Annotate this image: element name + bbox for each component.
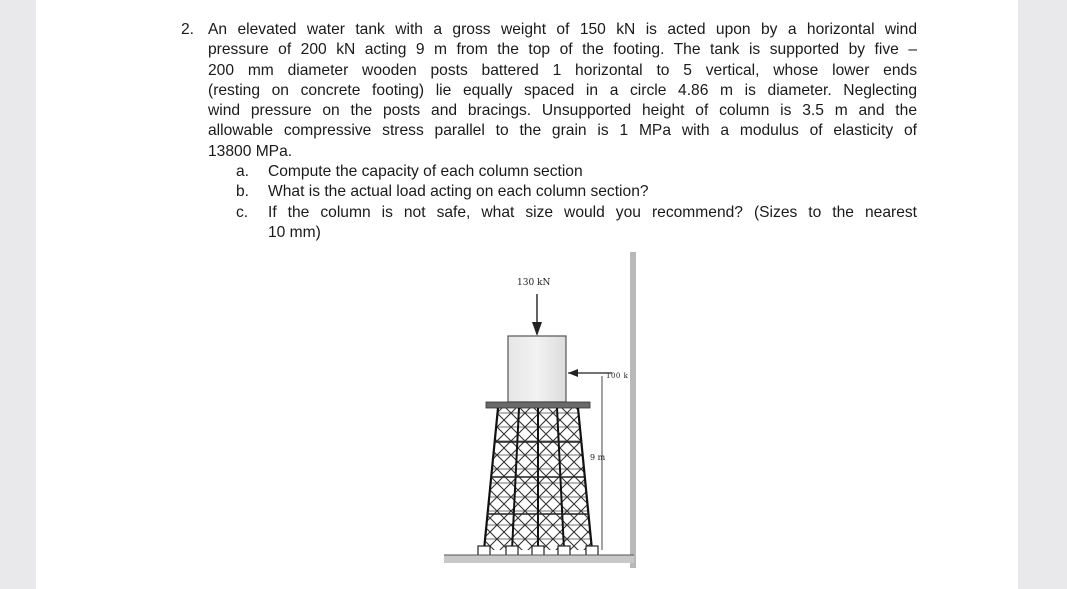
water-tank-figure xyxy=(406,252,636,572)
subitem-text: What is the actual load acting on each column section? xyxy=(268,183,649,201)
tank-body xyxy=(508,336,566,402)
load-label: 130 kN xyxy=(517,278,551,288)
subitem-text: Compute the capacity of each column section xyxy=(268,163,583,181)
wind-arrow-head xyxy=(568,369,578,377)
statement-line-2: pressure of 200 kN acting 9 m from the top of the footing. The tank is supported by five – xyxy=(208,41,917,59)
statement-line-5: wind pressure on the posts and bracings. Unsupported height of column is 3.5 m and the xyxy=(208,102,917,120)
wall-strip xyxy=(630,252,636,568)
subitem-text-continued: 10 mm) xyxy=(268,223,321,241)
problem-2 xyxy=(181,20,917,243)
statement-line-3: 200 mm diameter wooden posts battered 1 horizontal to 5 vertical, whose lower ends xyxy=(208,61,917,79)
problem-number: 2. xyxy=(181,21,195,38)
subitem-list xyxy=(236,162,917,243)
statement-line-7: 13800 MPa. xyxy=(208,142,293,160)
load-arrow-head xyxy=(532,322,542,336)
subitem-a xyxy=(236,162,917,182)
ground-line xyxy=(444,555,634,563)
statement-line-4: (resting on concrete footing) lie equally spaced in a circle 4.86 m is diameter. Neglecting xyxy=(208,81,917,99)
subitem-letter: b. xyxy=(236,183,250,201)
subitem-text: If the column is not safe, what size would you recommend? (Sizes to the nearest xyxy=(268,203,917,221)
height-label: 9 m xyxy=(590,453,606,462)
tank-platform xyxy=(486,402,590,408)
subitem-letter: a. xyxy=(236,163,250,181)
subitem-c xyxy=(236,203,917,244)
tank-diagram xyxy=(406,252,636,572)
subitem-letter: c. xyxy=(236,203,249,221)
statement-line-6: allowable compressive stress parallel to the grain is 1 MPa with a modulus of elasticity of xyxy=(208,122,917,140)
subitem-b xyxy=(236,182,917,202)
wind-load-label: 100 k xyxy=(606,372,629,380)
statement-line-1: An elevated water tank with a gross weight of 150 kN is acted upon by a horizontal wind xyxy=(208,21,917,38)
document-page xyxy=(36,0,1018,589)
problem-statement xyxy=(208,20,917,162)
